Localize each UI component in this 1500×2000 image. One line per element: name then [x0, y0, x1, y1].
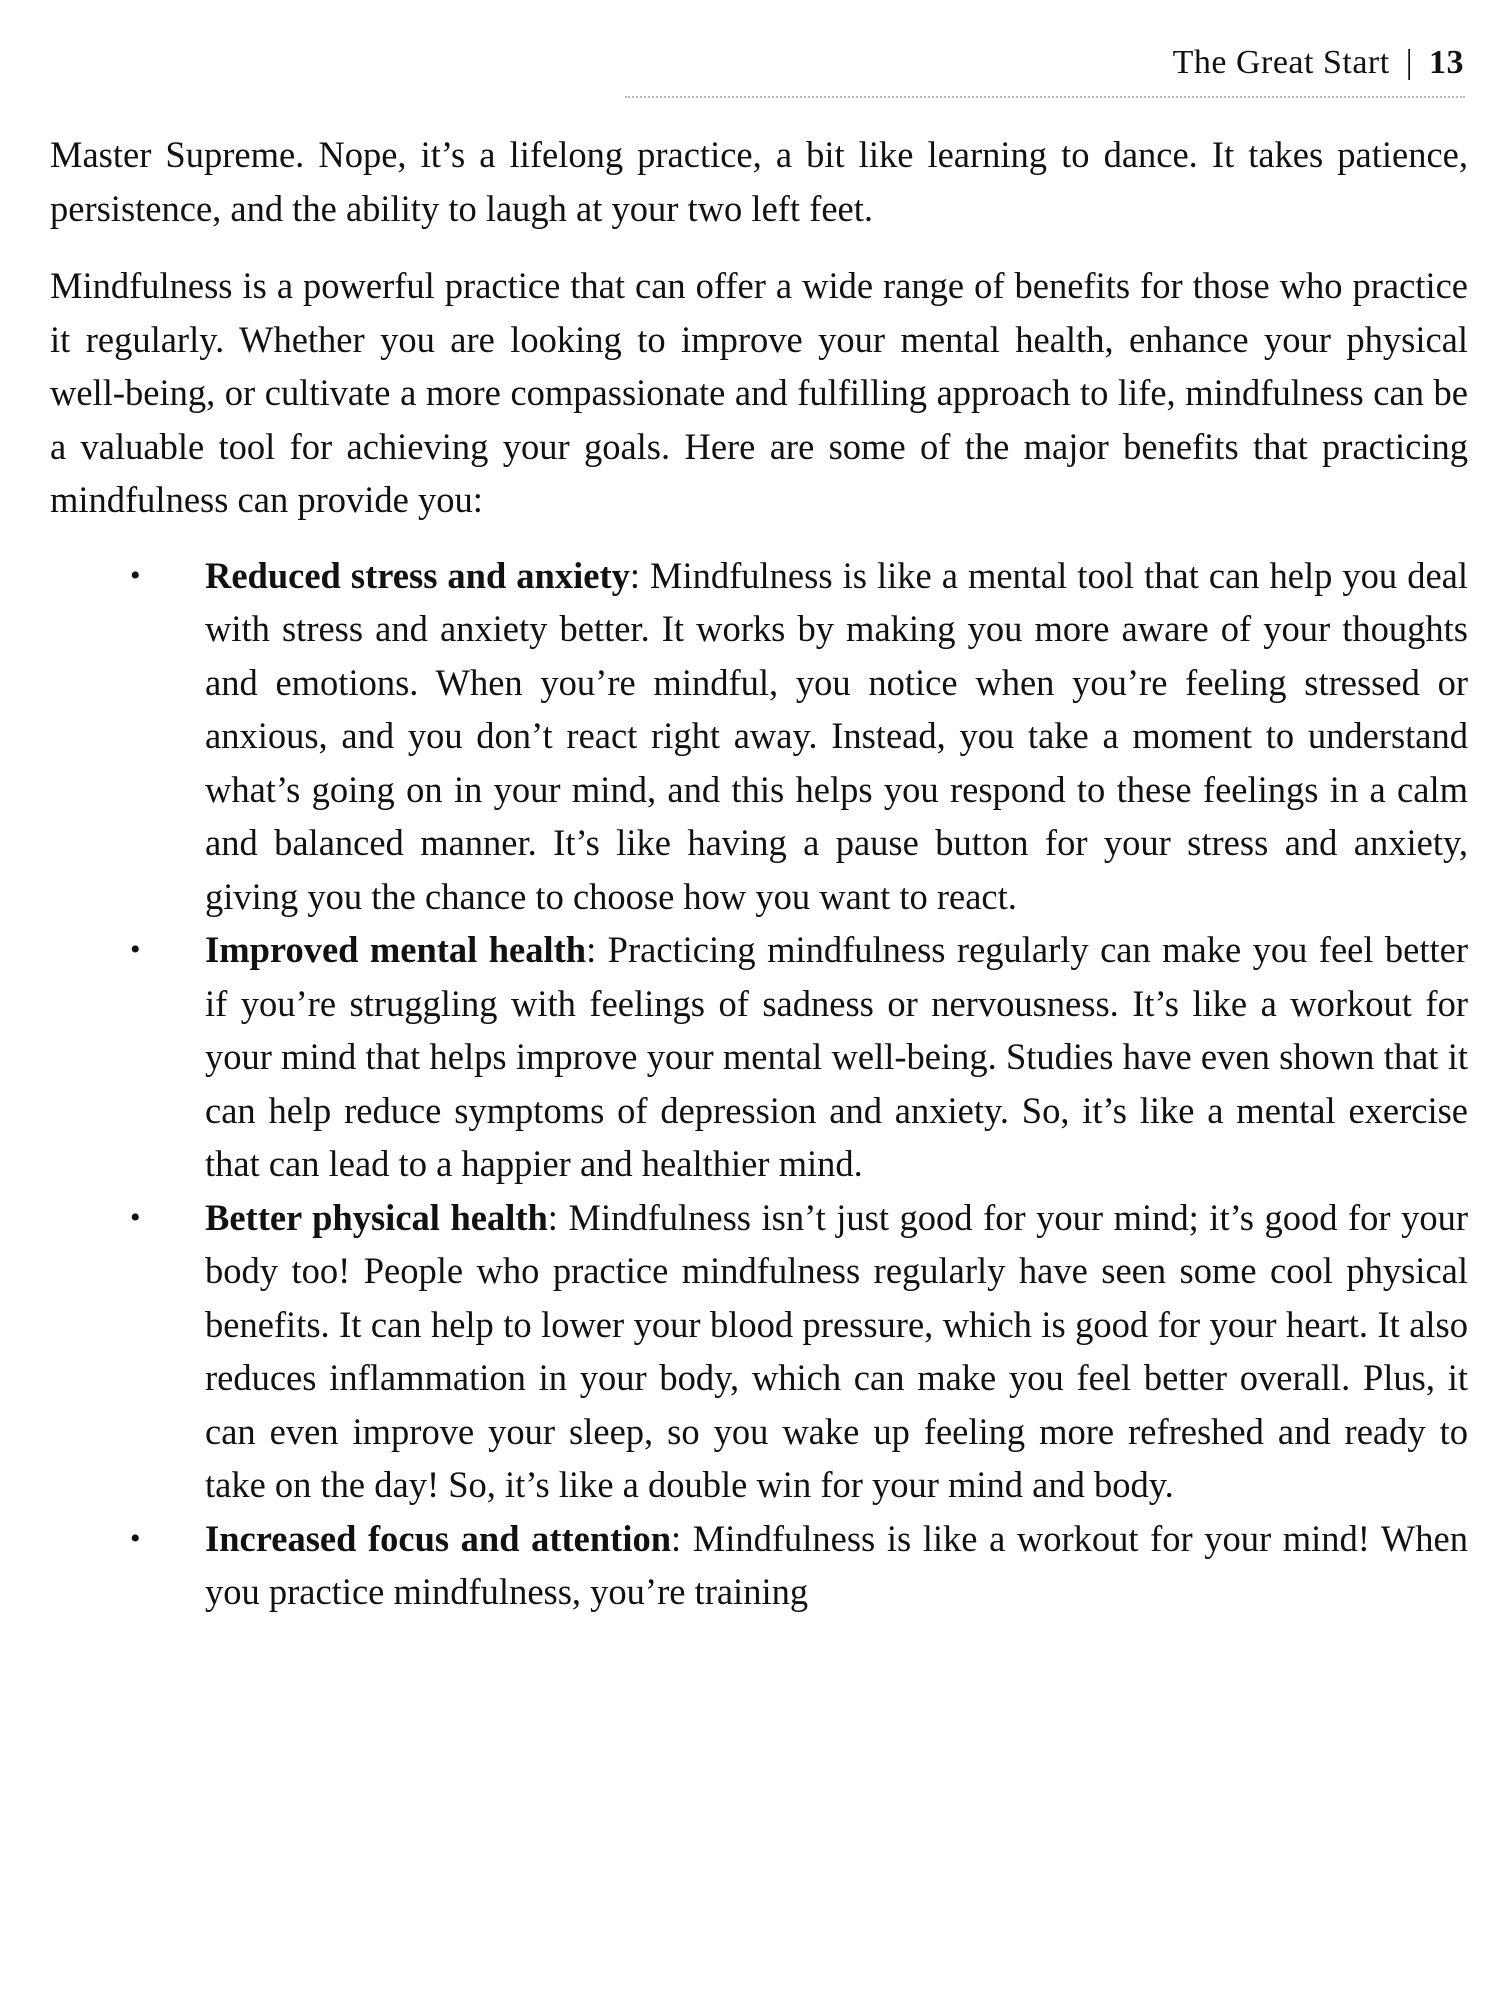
paragraph: Mindfulness is a powerful practice that can offer a wide range of benefits for those who practice it regularly. Whether you are looking to improve your mental health, enhance your physical well-being, or cultivate a more compassionate and fulfilling approach to life, mindfulness can be a valuable tool for achieving your goals. Here are some of the major benefits that practicing mindfulness can provide you:	[50, 265, 1468, 520]
benefit-item	[130, 1512, 1468, 1619]
benefit-item	[130, 1191, 1468, 1512]
bullet-icon: •	[130, 1200, 141, 1234]
benefit-colon: :	[629, 554, 641, 596]
page-number: 13	[1429, 44, 1464, 81]
benefit-colon: :	[586, 929, 597, 970]
body-text	[50, 128, 1468, 1619]
header-rule	[625, 96, 1465, 98]
benefit-item	[130, 549, 1468, 924]
benefit-term: Increased focus and attention	[205, 1517, 672, 1559]
running-header	[1173, 44, 1464, 82]
benefit-colon: :	[671, 1517, 682, 1559]
benefit-colon: :	[547, 1196, 558, 1238]
benefits-list	[50, 549, 1468, 1619]
benefit-description: Practicing mindfulness regularly can make you feel better if you’re struggling with feelings of sadness or nervousness. It’s like a workout for your mind that helps improve your mental well-being. Studies have even shown that it can help reduce symptoms of depression and anxiety. So, it’s like a mental exercise that can lead to a happier and healthier mind.	[205, 929, 1468, 1184]
bullet-icon: •	[130, 558, 141, 592]
benefit-item	[130, 923, 1468, 1191]
benefit-description: Mindfulness isn’t just good for your mind; it’s good for your body too! People who practice mindfulness regularly have seen some cool physical benefits. It can help to lower your blood pressure, which is good for your heart. It also reduces inflammation in your body, which can make you feel better overall. Plus, it can even improve your sleep, so you wake up feeling more refreshed and ready to take on the day! So, it’s like a double win for your mind and body.	[205, 1196, 1468, 1505]
chapter-title: The Great Start	[1172, 44, 1390, 81]
bullet-icon: •	[130, 933, 141, 966]
benefit-term: Reduced stress and anxiety	[205, 554, 630, 596]
benefit-term: Better physical health	[205, 1196, 548, 1238]
bullet-icon: •	[130, 1521, 141, 1555]
benefit-term: Improved mental health	[205, 929, 587, 970]
benefit-description: Mindfulness is like a workout for your mind! When you practice mindfulness, you’re training	[205, 1517, 1468, 1612]
header-separator: |	[1405, 44, 1413, 81]
benefit-description: Mindfulness is like a mental tool that can help you deal with stress and anxiety better. It works by making you more aware of your thoughts and emotions. When you’re mindful, you notice when you’re feeling stressed or anxious, and you don’t react right away. Instead, you take a moment to understand what’s going on in your mind, and this helps you respond to these feelings in a calm and balanced manner. It’s like having a pause button for your stress and anxiety, giving you the chance to choose how you want to react.	[205, 554, 1468, 917]
paragraph: Master Supreme. Nope, it’s a lifelong practice, a bit like learning to dance. It takes patience, persistence, and the ability to laugh at your two left feet.	[50, 134, 1468, 229]
